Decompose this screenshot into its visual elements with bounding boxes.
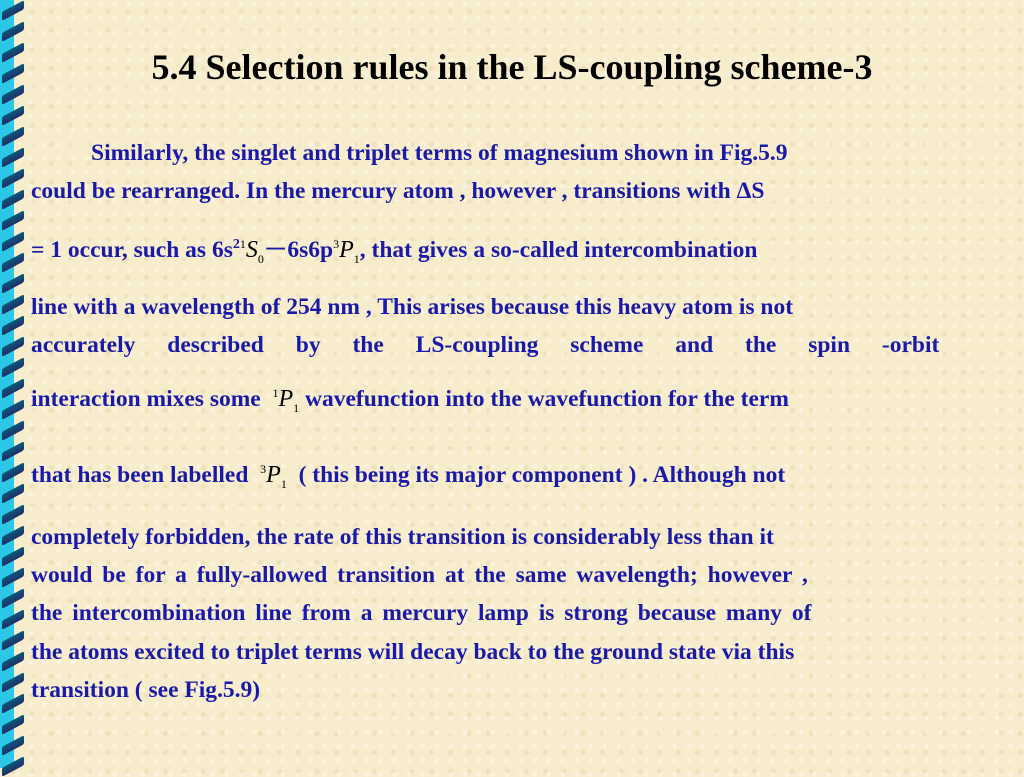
- binding-ring: [2, 441, 24, 462]
- binding-ring: [2, 420, 24, 441]
- binding-ring: [2, 105, 24, 126]
- binding-ring: [2, 504, 24, 525]
- body-line-5: accurately described by the LS-coupling scheme and the spin -orbit: [31, 332, 940, 358]
- binding-ring: [2, 168, 24, 189]
- term-3P1: $^3P_1$: [333, 237, 360, 266]
- binding-ring: [2, 483, 24, 504]
- binding-ring: [2, 693, 24, 714]
- binding-ring: [2, 315, 24, 336]
- binding-ring: [2, 357, 24, 378]
- binding-ring: [2, 567, 24, 588]
- binding-ring: [2, 189, 24, 210]
- binding-ring: [2, 525, 24, 546]
- binding-ring: [2, 714, 24, 735]
- binding-ring: [2, 588, 24, 609]
- body-line-1: Similarly, the singlet and triplet terms of magnesium shown in Fig.5.9: [91, 140, 788, 166]
- term-3P1-label: $^3P_1$: [260, 462, 287, 491]
- binding-ring: [2, 651, 24, 672]
- binding-ring: [2, 147, 24, 168]
- term-1S0: $^1S_0$: [239, 237, 264, 266]
- binding-ring: [2, 609, 24, 630]
- binding-ring: [2, 546, 24, 567]
- body-line-6: interaction mixes some $^1P_1$ wavefunction into the wavefunction for the term: [31, 386, 789, 415]
- binding-ring: [2, 273, 24, 294]
- binding-ring: [2, 21, 24, 42]
- binding-ring: [2, 378, 24, 399]
- binding-ring: [2, 756, 24, 777]
- binding-ring: [2, 231, 24, 252]
- binding-ring: [2, 336, 24, 357]
- body-line-2: could be rearranged. In the mercury atom , however , transitions with ΔS: [31, 178, 765, 204]
- binding-ring: [2, 294, 24, 315]
- binding-ring: [2, 672, 24, 693]
- slide-title: 5.4 Selection rules in the LS-coupling scheme-3: [151, 47, 873, 87]
- body-line-8: completely forbidden, the rate of this transition is considerably less than it: [31, 524, 774, 550]
- body-line-4: line with a wavelength of 254 nm , This arises because this heavy atom is not: [31, 294, 794, 320]
- binding-ring: [2, 0, 24, 21]
- binding-ring: [2, 630, 24, 651]
- binding-ring: [2, 735, 24, 756]
- body-line-3: = 1 occur, such as $6s^{21}S_0-6s6p^3P_1$, that gives a so-called intercombination: [31, 237, 758, 266]
- binding-ring: [2, 126, 24, 147]
- spiral-binding: [0, 0, 26, 768]
- body-line-10: the intercombination line from a mercury lamp is strong because many of: [31, 600, 812, 626]
- binding-ring: [2, 399, 24, 420]
- binding-ring: [2, 462, 24, 483]
- binding-ring: [2, 210, 24, 231]
- body-line-12: transition ( see Fig.5.9): [31, 677, 261, 703]
- body-line-7: that has been labelled $^3P_1$ ( this being its major component ) . Although not: [31, 462, 786, 491]
- term-1P1: $^1P_1$: [272, 386, 300, 415]
- body-line-9: would be for a fully-allowed transition at the same wavelength; however ,: [31, 562, 808, 588]
- body-line-11: the atoms excited to triplet terms will decay back to the ground state via this: [31, 639, 795, 665]
- binding-ring: [2, 252, 24, 273]
